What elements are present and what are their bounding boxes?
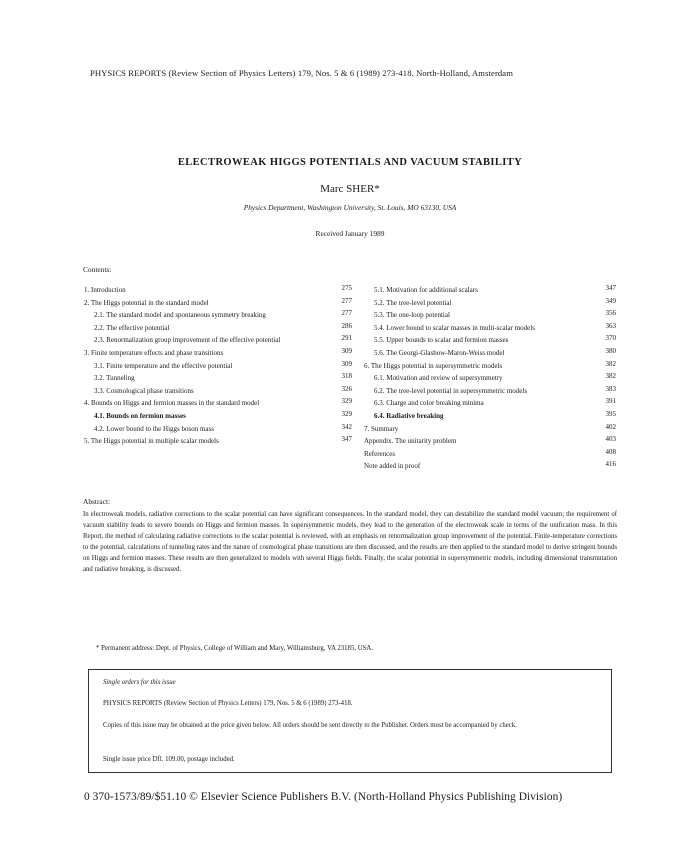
contents-entry	[364, 373, 616, 383]
contents-entry-page: 380	[605, 346, 616, 355]
contents-entry-title: 5.5. Upper bounds to scalar and fermion masses	[374, 336, 509, 345]
contents-entry	[364, 461, 616, 471]
contents-entry	[364, 398, 616, 408]
contents-entry-title: 6.4. Radiative breaking	[374, 411, 444, 420]
contents-entry-page: 318	[341, 372, 352, 381]
contents-entry-title: 2. The Higgs potential in the standard model	[84, 298, 209, 307]
contents-entry-title: 7. Summary	[364, 424, 399, 433]
contents-entry-page: 275	[341, 284, 352, 292]
received-date: Received January 1989	[315, 229, 385, 238]
publisher-line: 0 370-1573/89/$51.10 © Elsevier Science Publishers B.V. (North-Holland Physics Publishing Division)	[84, 791, 563, 803]
contents-entry	[364, 348, 616, 358]
contents-entry-page: 391	[605, 397, 616, 406]
contents-entry	[84, 386, 352, 396]
contents-entry-page: 286	[341, 321, 352, 330]
contents-entry-title: 3. Finite temperature effects and phase transitions	[84, 348, 224, 357]
contents-entry-page: 309	[341, 359, 352, 368]
contents-entry-title: 4.2. Lower bound to the Higgs boson mass	[94, 424, 214, 433]
contents-entry-title: 5.2. The tree-level potential	[374, 298, 452, 307]
contents-entry-page: 329	[341, 409, 352, 418]
paper-title: ELECTROWEAK HIGGS POTENTIALS AND VACUUM STABILITY	[177, 157, 523, 168]
contents-entry-title: 6.1. Motivation and review of supersymmetry	[374, 374, 503, 383]
order-box-instructions: Copies of this issue may be obtained at the price given below. All orders should be sent directly to the Publisher. Orders must be accompanied by check.	[103, 722, 517, 729]
contents-entry	[364, 386, 616, 396]
contents-entry-page: 382	[605, 359, 616, 368]
contents-entry-title: 3.2. Tunneling	[94, 374, 135, 383]
contents-entry	[84, 398, 352, 408]
contents-entry	[84, 323, 352, 333]
author-affiliation: Physics Department, Washington University, St. Louis, MO 63130, USA	[243, 203, 457, 212]
contents-left-column	[84, 285, 352, 449]
contents-entry	[364, 323, 616, 333]
contents-entry-title: 5.3. The one-loop potential	[374, 311, 450, 320]
contents-entry-title: 4.1. Bounds on fermion masses	[94, 411, 186, 420]
contents-entry	[84, 298, 352, 308]
contents-entry-page: 329	[341, 397, 352, 406]
contents-entry-page: 347	[605, 284, 616, 292]
contents-entry	[84, 285, 352, 295]
contents-entry-title: 4. Bounds on Higgs and fermion masses in the standard model	[84, 399, 260, 408]
contents-entry	[364, 424, 616, 434]
contents-entry	[364, 285, 616, 295]
contents-entry-title: 2.3. Renormalization group improvement of the effective potential	[94, 336, 281, 345]
contents-entry	[84, 348, 352, 358]
contents-entry-page: 408	[605, 447, 616, 456]
abstract-text: In electroweak models, radiative corrections to the scalar potential can have significant consequences. In the standard model, they can destabilize the standard model vacuum; the requirement of vacuum stability leads to severe bounds on Higgs and fermion masses. In supersymmetric models, they lead to the generation of the electroweak scale in terms of the unification mass. In this Report, the method of calculating radiative corrections to the scalar potential is reviewed, with an emphasis on renormalization group improvement of the potential. Finite-temperature corrections to the potential, calculations of tunneling rates and the nature of cosmological phase transitions are then discussed, and the results are then applied to the standard model to derive stringent bounds on Higgs and fermion masses. These results are then generalized to models with several Higgs fields. Finally, the scalar potential in supersymmetric models, including dimensional transmutation and radiative breaking, is discussed.	[83, 511, 617, 573]
contents-entry	[84, 373, 352, 383]
contents-entry-title: 3.3. Cosmological phase transitions	[94, 386, 194, 395]
contents-entry-title: 2.2. The effective potential	[94, 323, 170, 332]
contents-entry	[364, 335, 616, 345]
contents-entry-page: 342	[341, 422, 352, 431]
contents-entry-page: 277	[341, 296, 352, 305]
author-name: Marc SHER*	[320, 183, 380, 195]
contents-entry	[364, 310, 616, 320]
contents-entry-page: 395	[605, 409, 616, 418]
contents-entry-title: 6. The Higgs potential in supersymmetric models	[364, 361, 503, 370]
contents-entry-page: 291	[341, 334, 352, 343]
contents-entry-title: 6.2. The tree-level potential in supersymmetric models	[374, 386, 528, 395]
contents-entry	[84, 424, 352, 434]
contents-entry-page: 383	[605, 384, 616, 393]
contents-entry-title: 1. Introduction	[84, 286, 126, 294]
contents-entry-title: 3.1. Finite temperature and the effective potential	[94, 361, 233, 370]
contents-entry	[364, 361, 616, 371]
order-box-price: Single issue price Dfl. 109.00, postage included.	[103, 756, 235, 763]
order-info-box	[88, 669, 612, 773]
order-box-journal: PHYSICS REPORTS (Review Section of Physics Letters) 179, Nos. 5 & 6 (1989) 273-418.	[103, 700, 353, 707]
contents-entry	[364, 298, 616, 308]
abstract-heading: Abstract:	[83, 497, 111, 506]
contents-entry-page: 349	[605, 296, 616, 305]
contents-entry	[364, 411, 616, 421]
contents-entry-page: 370	[605, 334, 616, 343]
contents-entry-page: 402	[605, 422, 616, 431]
contents-entry-page: 363	[605, 321, 616, 330]
contents-entry-page: 403	[605, 435, 616, 444]
contents-entry-title: Appendix. The unitarity problem	[364, 437, 457, 446]
contents-entry-page: 382	[605, 372, 616, 381]
contents-entry-page: 309	[341, 346, 352, 355]
contents-entry-page: 277	[341, 309, 352, 318]
contents-entry-title: References	[364, 449, 396, 458]
contents-entry-title: 6.3. Charge and color breaking minima	[374, 399, 484, 408]
contents-entry-page: 326	[341, 384, 352, 393]
contents-right-column	[364, 285, 616, 474]
contents-entry-title: 5.4. Lower bound to scalar masses in multi-scalar models	[374, 323, 535, 332]
footnote: * Permanent address: Dept. of Physics, College of William and Mary, Williamsburg, VA 23185, USA.	[96, 645, 374, 652]
contents-entry	[84, 411, 352, 421]
contents-entry-page: 416	[605, 460, 616, 469]
contents-entry-title: 5.1. Motivation for additional scalars	[374, 286, 478, 294]
contents-entry	[364, 436, 616, 446]
contents-entry	[364, 449, 616, 459]
contents-entry	[84, 436, 352, 446]
contents-entry-page: 356	[605, 309, 616, 318]
journal-header: PHYSICS REPORTS (Review Section of Physics Letters) 179, Nos. 5 & 6 (1989) 273-418. North-Holland, Amsterdam	[90, 68, 513, 78]
contents-entry-title: Note added in proof	[364, 462, 421, 471]
contents-entry-title: 2.1. The standard model and spontaneous symmetry breaking	[94, 311, 266, 320]
contents-entry	[84, 335, 352, 345]
contents-entry	[84, 361, 352, 371]
contents-entry-title: 5. The Higgs potential in multiple scalar models	[84, 437, 219, 446]
contents-entry-page: 347	[341, 435, 352, 444]
contents-entry	[84, 310, 352, 320]
contents-heading: Contents:	[83, 265, 112, 274]
contents-entry-title: 5.6. The Georgi-Glashow-Maron-Weiss model	[374, 348, 505, 357]
order-box-title: Single orders for this issue	[103, 679, 176, 686]
